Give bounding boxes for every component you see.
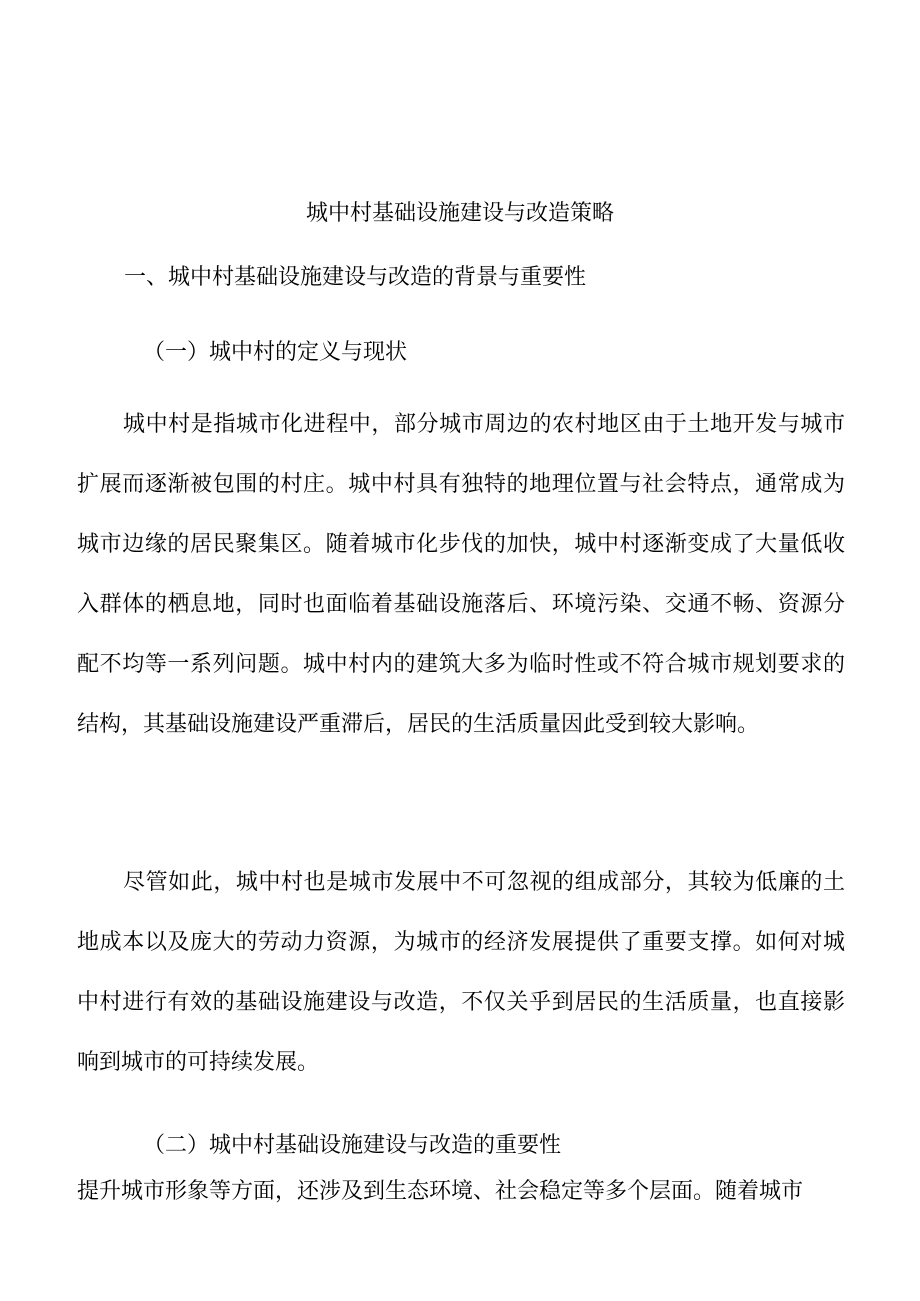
document-title: 城中村基础设施建设与改造策略 bbox=[305, 201, 614, 226]
paragraph-definition: 城中村是指城市化进程中，部分城市周边的农村地区由于土地开发与城市扩展而逐渐被包围的村庄。城中村具有独特的地理位置与社会特点，通常成为城市边缘的居民聚集区。随着城市化步伐的加快，城中村逐渐变成了大量低收入群体的栖息地，同时也面临着基础设施落后、环境污染、交通不畅、资源分配不均等一系列问题。城中村内的建筑大多为临时性或不符合城市规划要求的结构，其基础设施建设严重滞后，居民的生活质量因此受到较大影响。 bbox=[77, 412, 845, 737]
subsection-heading-2: （二）城中村基础设施建设与改造的重要性 bbox=[143, 1133, 562, 1158]
section-heading-1: 一、城中村基础设施建设与改造的背景与重要性 bbox=[124, 265, 587, 290]
paragraph-fragment: 提升城市形象等方面，还涉及到生态环境、社会稳定等多个层面。随着城市 bbox=[77, 1179, 804, 1204]
paragraph-importance-intro: 尽管如此，城中村也是城市发展中不可忽视的组成部分，其较为低廉的土地成本以及庞大的劳动力资源，为城市的经济发展提供了重要支撑。如何对城中村进行有效的基础设施建设与改造，不仅关乎到居民的生活质量，也直接影响到城市的可持续发展。 bbox=[77, 870, 845, 1075]
subsection-heading-1: （一）城中村的定义与现状 bbox=[143, 340, 408, 365]
